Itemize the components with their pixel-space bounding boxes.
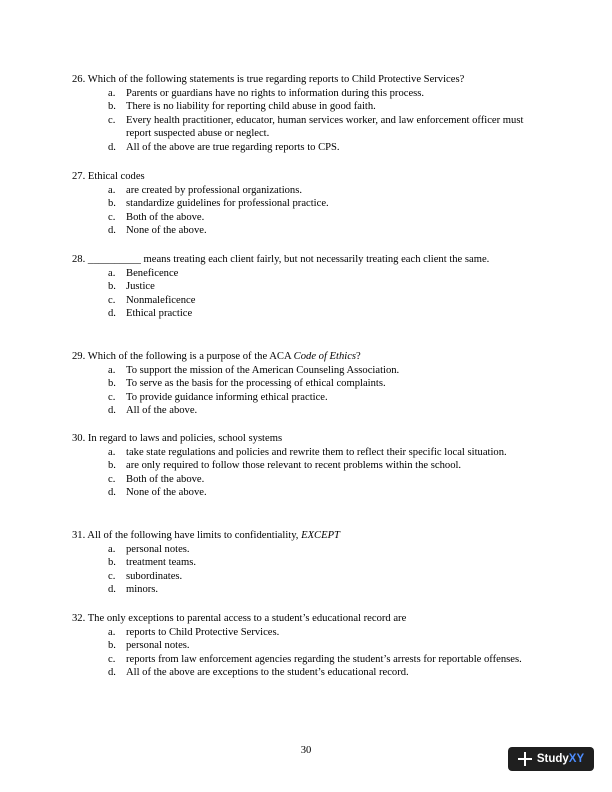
option-letter: d. <box>108 487 116 499</box>
option-text: reports to Child Protective Services. <box>126 626 280 638</box>
brand-accent: XY <box>568 753 585 765</box>
option-text: are only required to follow those relevant to recent problems within the school. <box>126 460 462 472</box>
option-text: are created by professional organizations. <box>126 184 303 196</box>
option-text: treatment teams. <box>126 557 197 569</box>
option-letter: b. <box>108 198 116 210</box>
question-stem: 28. __________ means treating each client fairly, but not necessarily treating each client the same. <box>72 254 490 265</box>
answer-options <box>72 543 542 597</box>
option-letter: d. <box>108 308 116 320</box>
option-letter: a. <box>108 87 116 99</box>
option-text: Nonmaleficence <box>126 294 196 306</box>
answer-options <box>72 446 542 500</box>
question-32 <box>72 612 542 680</box>
answer-option-a <box>72 267 542 281</box>
answer-option-b <box>72 197 542 211</box>
answer-option-b <box>72 639 542 653</box>
answer-option-a <box>72 364 542 378</box>
option-letter: d. <box>108 141 116 153</box>
option-letter: c. <box>108 391 116 403</box>
option-text: To serve as the basis for the processing of ethical complaints. <box>126 378 386 390</box>
option-text: standardize guidelines for professional practice. <box>126 198 329 210</box>
answer-option-b <box>72 377 542 391</box>
option-letter: b. <box>108 460 116 472</box>
answer-option-c <box>72 653 542 667</box>
option-letter: c. <box>108 114 116 126</box>
question-stem: 30. In regard to laws and policies, school systems <box>72 433 283 444</box>
option-text: minors. <box>126 584 159 596</box>
option-text: To support the mission of the American Counseling Association. <box>126 364 400 376</box>
option-letter: c. <box>108 473 116 485</box>
option-text: reports from law enforcement agencies regarding the student’s arrests for reportable offenses. <box>126 653 522 665</box>
option-letter: a. <box>108 446 116 458</box>
option-letter: d. <box>108 405 116 417</box>
question-27 <box>72 170 542 238</box>
option-letter: d. <box>108 584 116 596</box>
question-stem <box>72 350 542 364</box>
answer-option-c <box>72 391 542 405</box>
answer-option-a <box>72 184 542 198</box>
option-text: All of the above are true regarding reports to CPS. <box>126 141 340 153</box>
answer-option-c <box>72 211 542 225</box>
option-letter: b. <box>108 281 116 293</box>
answer-option-d <box>72 666 542 680</box>
answer-option-c <box>72 294 542 308</box>
option-text: personal notes. <box>126 543 190 555</box>
option-letter: c. <box>108 294 116 306</box>
studyxy-badge[interactable] <box>508 747 594 771</box>
option-text: Both of the above. <box>126 473 205 485</box>
option-text: subordinates. <box>126 570 183 582</box>
option-letter: b. <box>108 640 116 652</box>
option-text: Beneficence <box>126 267 179 279</box>
option-text: There is no liability for reporting child abuse in good faith. <box>126 101 376 113</box>
answer-option-a <box>72 446 542 460</box>
answer-option-b <box>72 280 542 294</box>
answer-options <box>72 184 542 238</box>
question-stem: 32. The only exceptions to parental access to a student’s educational record are <box>72 613 407 624</box>
answer-option-b <box>72 100 542 114</box>
answer-option-c <box>72 114 542 141</box>
page-number: 30 <box>300 745 312 756</box>
option-letter: d. <box>108 667 116 679</box>
option-letter: b. <box>108 557 116 569</box>
option-text: Ethical practice <box>126 308 193 320</box>
stem-italic-title: Code of Ethics <box>293 351 357 362</box>
question-30 <box>72 432 542 500</box>
answer-option-c <box>72 473 542 487</box>
option-letter: b. <box>108 101 116 113</box>
option-letter: b. <box>108 378 116 390</box>
question-28 <box>72 253 542 321</box>
option-text: Both of the above. <box>126 211 205 223</box>
answer-option-d <box>72 307 542 321</box>
question-stem <box>72 529 542 543</box>
option-text: Parents or guardians have no rights to information during this process. <box>126 87 425 99</box>
option-letter: a. <box>108 184 116 196</box>
option-letter: c. <box>108 653 116 665</box>
option-text: All of the above. <box>126 405 198 417</box>
answer-option-d <box>72 141 542 155</box>
question-stem: 27. Ethical codes <box>72 171 145 182</box>
answer-option-d <box>72 224 542 238</box>
stem-italic-word: EXCEPT <box>301 530 340 541</box>
question-29 <box>72 350 542 418</box>
answer-options <box>72 267 542 321</box>
answer-option-c <box>72 570 542 584</box>
option-letter: a. <box>108 543 116 555</box>
answer-option-a <box>72 543 542 557</box>
answer-option-d <box>72 404 542 418</box>
brand-name: Study <box>536 753 569 765</box>
option-letter: a. <box>108 267 116 279</box>
answer-option-a <box>72 87 542 101</box>
option-text: To provide guidance informing ethical practice. <box>126 391 328 403</box>
answer-option-b <box>72 459 542 473</box>
answer-options <box>72 626 542 680</box>
answer-option-d <box>72 486 542 500</box>
option-text: Every health practitioner, educator, human services worker, and law enforcement officer must report suspected abuse or neglect. <box>126 114 524 140</box>
option-text: None of the above. <box>126 487 207 499</box>
stem-text: 29. Which of the following is a purpose of the ACA <box>72 351 294 362</box>
stem-text-end: ? <box>356 351 361 362</box>
option-letter: a. <box>108 626 116 638</box>
answer-option-a <box>72 626 542 640</box>
question-stem: 26. Which of the following statements is true regarding reports to Child Protective Services? <box>72 74 465 85</box>
answer-options <box>72 87 542 155</box>
option-letter: c. <box>108 211 116 223</box>
option-text: take state regulations and policies and rewrite them to reflect their specific local situation. <box>126 446 507 458</box>
plus-icon <box>518 752 532 766</box>
option-letter: c. <box>108 570 116 582</box>
option-letter: d. <box>108 225 116 237</box>
answer-option-d <box>72 583 542 597</box>
option-text: personal notes. <box>126 640 190 652</box>
option-text: Justice <box>126 281 155 293</box>
question-26 <box>72 73 542 155</box>
option-letter: a. <box>108 364 116 376</box>
answer-options <box>72 364 542 418</box>
question-31 <box>72 529 542 597</box>
answer-option-b <box>72 556 542 570</box>
stem-text: 31. All of the following have limits to confidentiality, <box>72 530 302 541</box>
option-text: None of the above. <box>126 225 207 237</box>
option-text: All of the above are exceptions to the student’s educational record. <box>126 667 409 679</box>
